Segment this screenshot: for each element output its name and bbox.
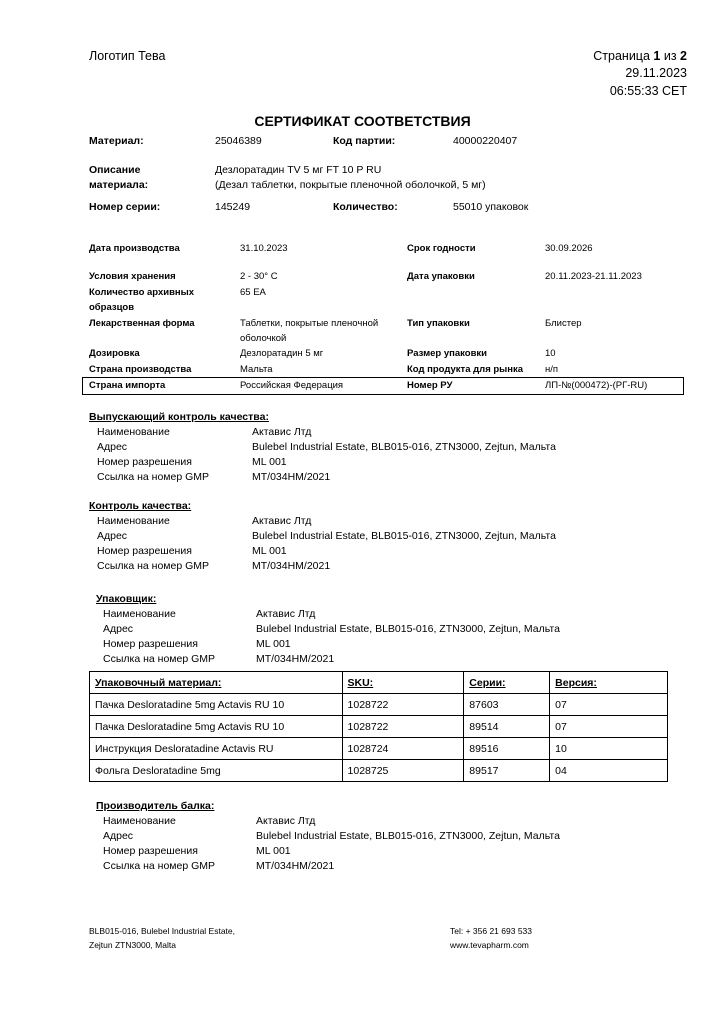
qc-permit-label: Номер разрешения bbox=[97, 545, 192, 557]
archive-label-2: образцов bbox=[89, 302, 135, 313]
quantity-value: 55010 упаковок bbox=[453, 201, 529, 213]
cell-sku: 1028725 bbox=[342, 760, 464, 782]
cell-series: 89514 bbox=[464, 716, 550, 738]
country-prod-label: Страна производства bbox=[89, 364, 192, 375]
footer-address-1: BLB015-016, Bulebel Industrial Estate, bbox=[89, 926, 236, 936]
import-value: Российская Федерация bbox=[240, 380, 344, 391]
packaging-table bbox=[89, 671, 668, 782]
pack-type-value: Блистер bbox=[545, 318, 582, 329]
print-date: 29.11.2023 bbox=[625, 66, 687, 80]
storage-value: 2 - 30° C bbox=[240, 271, 278, 282]
table-row bbox=[90, 694, 668, 716]
bulk-address-value: Bulebel Industrial Estate, BLB015-016, ZTN3000, Zejtun, Мальта bbox=[256, 830, 560, 842]
col-header-material: Упаковочный материал: bbox=[90, 672, 343, 694]
cell-material: Инструкция Desloratadine Actavis RU bbox=[90, 738, 343, 760]
release-qc-permit-label: Номер разрешения bbox=[97, 456, 192, 468]
packer-name-value: Актавис Лтд bbox=[256, 608, 316, 620]
qc-heading: Контроль качества: bbox=[89, 500, 192, 512]
description-label-1: Описание bbox=[89, 164, 141, 176]
packer-address-value: Bulebel Industrial Estate, BLB015-016, ZTN3000, Zejtun, Мальта bbox=[256, 623, 560, 635]
document-title: СЕРТИФИКАТ СООТВЕТСТВИЯ bbox=[254, 113, 471, 129]
qc-address-value: Bulebel Industrial Estate, BLB015-016, ZTN3000, Zejtun, Мальта bbox=[252, 530, 556, 542]
packer-name-label: Наименование bbox=[103, 608, 176, 620]
cell-series: 89516 bbox=[464, 738, 550, 760]
qc-name-label: Наименование bbox=[97, 515, 170, 527]
description-value-1: Дезлоратадин TV 5 мг FT 10 P RU bbox=[215, 164, 382, 176]
pack-date-value: 20.11.2023-21.11.2023 bbox=[545, 271, 642, 282]
cell-series: 87603 bbox=[464, 694, 550, 716]
series-value: 145249 bbox=[215, 201, 251, 213]
page-total: 2 bbox=[680, 49, 687, 63]
release-qc-gmp-label: Ссылка на номер GMP bbox=[97, 471, 210, 483]
prod-date-label: Дата производства bbox=[89, 243, 180, 254]
table-row bbox=[90, 738, 668, 760]
cell-material: Пачка Desloratadine 5mg Actavis RU 10 bbox=[90, 716, 343, 738]
import-label: Страна импорта bbox=[89, 380, 166, 391]
batch-value: 40000220407 bbox=[453, 135, 518, 147]
table-row bbox=[90, 760, 668, 782]
footer-tel: Tel: + 356 21 693 533 bbox=[450, 926, 532, 936]
col-header-version: Версия: bbox=[550, 672, 668, 694]
material-label: Материал: bbox=[89, 135, 144, 147]
archive-value: 65 EA bbox=[240, 287, 266, 298]
qc-gmp-value: MT/034HM/2021 bbox=[252, 560, 331, 572]
batch-label: Код партии: bbox=[333, 135, 396, 147]
description-value-2: (Дезал таблетки, покрытые пленочной оболочкой, 5 мг) bbox=[215, 179, 486, 191]
form-value-2: оболочкой bbox=[240, 333, 287, 344]
cell-material: Пачка Desloratadine 5mg Actavis RU 10 bbox=[90, 694, 343, 716]
table-row bbox=[90, 716, 668, 738]
footer-web-link[interactable]: www.tevapharm.com bbox=[450, 940, 529, 950]
qc-address-label: Адрес bbox=[97, 530, 128, 542]
ru-label: Номер РУ bbox=[407, 380, 453, 391]
release-qc-permit-value: ML 001 bbox=[252, 456, 287, 468]
bulk-gmp-label: Ссылка на номер GMP bbox=[103, 860, 216, 872]
bulk-address-label: Адрес bbox=[103, 830, 134, 842]
cell-series: 89517 bbox=[464, 760, 550, 782]
table-header-row bbox=[90, 672, 668, 694]
page-current: 1 bbox=[653, 49, 661, 63]
market-code-value: н/п bbox=[545, 364, 559, 375]
ru-value: ЛП-№(000472)-(РГ-RU) bbox=[545, 380, 648, 391]
packer-heading: Упаковщик: bbox=[96, 593, 157, 605]
packer-gmp-value: MT/034HM/2021 bbox=[256, 653, 335, 665]
col-header-series: Серии: bbox=[464, 672, 550, 694]
qc-permit-value: ML 001 bbox=[252, 545, 287, 557]
packer-permit-label: Номер разрешения bbox=[103, 638, 198, 650]
bulk-gmp-value: MT/034HM/2021 bbox=[256, 860, 335, 872]
series-label: Номер серии: bbox=[89, 201, 161, 213]
release-qc-heading: Выпускающий контроль качества: bbox=[89, 411, 269, 423]
packer-address-label: Адрес bbox=[103, 623, 134, 635]
storage-label: Условия хранения bbox=[89, 271, 176, 282]
logo-placeholder: Логотип Тева bbox=[89, 49, 166, 63]
quantity-label: Количество: bbox=[333, 201, 398, 213]
cell-sku: 1028722 bbox=[342, 716, 464, 738]
bulk-name-label: Наименование bbox=[103, 815, 176, 827]
cell-sku: 1028722 bbox=[342, 694, 464, 716]
material-value: 25046389 bbox=[215, 135, 262, 147]
cell-material: Фольга Desloratadine 5mg bbox=[90, 760, 343, 782]
pack-type-label: Тип упаковки bbox=[407, 318, 470, 329]
bulk-heading: Производитель балка: bbox=[96, 800, 215, 812]
packer-permit-value: ML 001 bbox=[256, 638, 291, 650]
expiry-label: Срок годности bbox=[407, 243, 476, 254]
page-number bbox=[593, 49, 687, 63]
release-qc-gmp-value: MT/034HM/2021 bbox=[252, 471, 331, 483]
pack-size-value: 10 bbox=[545, 348, 556, 359]
release-qc-address-label: Адрес bbox=[97, 441, 128, 453]
print-time: 06:55:33 CET bbox=[609, 84, 687, 98]
form-label: Лекарственная форма bbox=[89, 318, 195, 329]
cell-version: 04 bbox=[550, 760, 668, 782]
cell-sku: 1028724 bbox=[342, 738, 464, 760]
page-prefix: Страница bbox=[593, 49, 650, 63]
archive-label-1: Количество архивных bbox=[89, 287, 195, 298]
cell-version: 07 bbox=[550, 694, 668, 716]
packer-gmp-label: Ссылка на номер GMP bbox=[103, 653, 216, 665]
col-header-sku: SKU: bbox=[342, 672, 464, 694]
qc-name-value: Актавис Лтд bbox=[252, 515, 312, 527]
release-qc-address-value: Bulebel Industrial Estate, BLB015-016, ZTN3000, Zejtun, Мальта bbox=[252, 441, 556, 453]
pack-date-label: Дата упаковки bbox=[407, 271, 475, 282]
bulk-permit-label: Номер разрешения bbox=[103, 845, 198, 857]
footer-address-2: Zejtun ZTN3000, Malta bbox=[89, 940, 176, 950]
cell-version: 07 bbox=[550, 716, 668, 738]
country-prod-value: Мальта bbox=[240, 364, 273, 375]
market-code-label: Код продукта для рынка bbox=[407, 364, 524, 375]
dosage-label: Дозировка bbox=[89, 348, 140, 359]
prod-date-value: 31.10.2023 bbox=[240, 243, 288, 254]
qc-gmp-label: Ссылка на номер GMP bbox=[97, 560, 210, 572]
release-qc-name-value: Актавис Лтд bbox=[252, 426, 312, 438]
cell-version: 10 bbox=[550, 738, 668, 760]
expiry-value: 30.09.2026 bbox=[545, 243, 593, 254]
pack-size-label: Размер упаковки bbox=[407, 348, 488, 359]
bulk-permit-value: ML 001 bbox=[256, 845, 291, 857]
dosage-value: Дезлоратадин 5 мг bbox=[240, 348, 324, 359]
release-qc-name-label: Наименование bbox=[97, 426, 170, 438]
form-value-1: Таблетки, покрытые пленочной bbox=[240, 318, 379, 329]
description-label-2: материала: bbox=[89, 179, 149, 191]
bulk-name-value: Актавис Лтд bbox=[256, 815, 316, 827]
page-separator: из bbox=[663, 49, 677, 63]
